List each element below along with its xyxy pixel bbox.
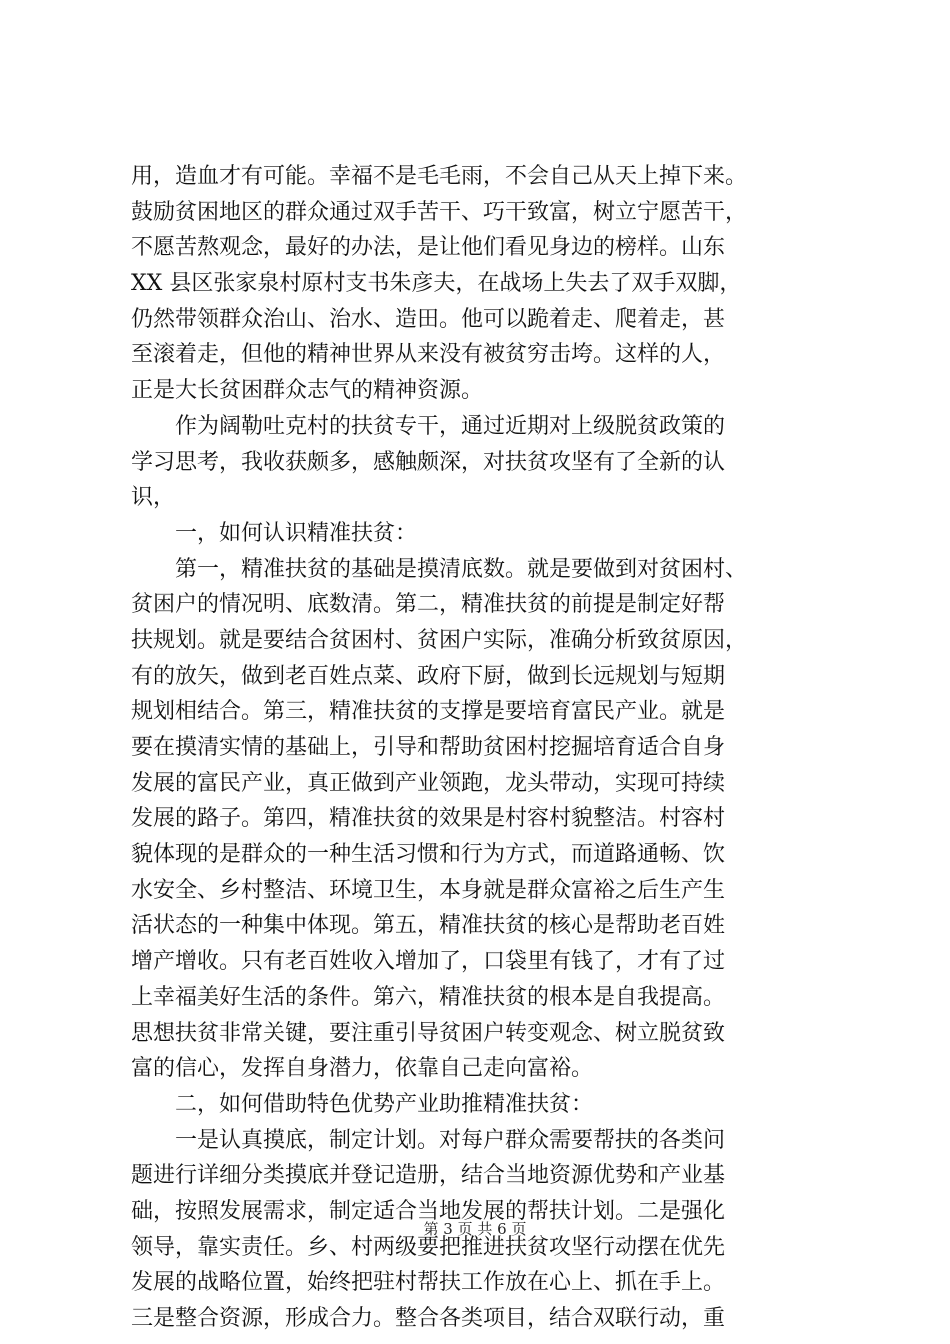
text-line: 领导，靠实责任。乡、村两级要把推进扶贫攻坚行动摆在优先: [131, 1234, 726, 1260]
text-line: 正是大长贫困群众志气的精神资源。: [131, 378, 484, 404]
text-line: XX 县区张家泉村原村支书朱彦夫，在战场上失去了双手双脚，: [131, 271, 742, 297]
section-heading: 一，如何认识精准扶贫：: [131, 520, 418, 546]
text-line: 发展的路子。第四，精准扶贫的效果是村容村貌整洁。村容村: [131, 806, 726, 832]
page-footer: 第 3 页 共 6 页: [423, 1220, 527, 1238]
text-line: 上幸福美好生活的条件。第六，精准扶贫的根本是自我提高。: [131, 984, 726, 1010]
text-line: 增产增收。只有老百姓收入增加了，口袋里有钱了，才有了过: [131, 949, 726, 975]
text-line: 规划相结合。第三，精准扶贫的支撑是要培育富民产业。就是: [131, 699, 726, 725]
text-line: 作为阔勒吐克村的扶贫专干，通过近期对上级脱贫政策的: [131, 413, 726, 439]
text-line: 富的信心，发挥自身潜力，依靠自己走向富裕。: [131, 1056, 594, 1082]
text-line: 发展的富民产业，真正做到产业领跑，龙头带动，实现可持续: [131, 770, 726, 796]
text-line: 第一，精准扶贫的基础是摸清底数。就是要做到对贫困村、: [131, 556, 748, 582]
text-line: 水安全、乡村整洁、环境卫生，本身就是群众富裕之后生产生: [131, 877, 726, 903]
section-heading: 二，如何借助特色优势产业助推精准扶贫：: [131, 1091, 594, 1117]
text-line: 仍然带领群众治山、治水、造田。他可以跪着走、爬着走，甚: [131, 306, 726, 332]
text-line: 思想扶贫非常关键，要注重引导贫困户转变观念、树立脱贫致: [131, 1020, 726, 1046]
text-line: 鼓励贫困地区的群众通过双手苦干、巧干致富，树立宁愿苦干，: [131, 199, 748, 225]
text-line: 三是整合资源，形成合力。整合各类项目，结合双联行动，重: [131, 1306, 726, 1331]
text-line: 础，按照发展需求，制定适合当地发展的帮扶计划。二是强化: [131, 1198, 726, 1224]
text-line: 学习思考，我收获颇多，感触颇深，对扶贫攻坚有了全新的认: [131, 449, 726, 475]
text-line: 贫困户的情况明、底数清。第二，精准扶贫的前提是制定好帮: [131, 592, 726, 618]
text-line: 貌体现的是群众的一种生活习惯和行为方式，而道路通畅、饮: [131, 842, 726, 868]
text-line: 至滚着走，但他的精神世界从来没有被贫穷击垮。这样的人，: [131, 342, 726, 368]
text-line: 用，造血才有可能。幸福不是毛毛雨，不会自己从天上掉下来。: [131, 164, 748, 189]
text-line: 不愿苦熬观念，最好的办法，是让他们看见身边的榜样。山东: [131, 235, 726, 261]
text-line: 要在摸清实情的基础上，引导和帮助贫困村挖掘培育适合自身: [131, 735, 726, 760]
text-line: 题进行详细分类摸底并登记造册，结合当地资源优势和产业基: [131, 1163, 726, 1189]
text-line: 发展的战略位置，始终把驻村帮扶工作放在心上、抓在手上。: [131, 1270, 726, 1296]
body-text: [131, 159, 831, 1337]
text-line: 一是认真摸底，制定计划。对每户群众需要帮扶的各类问: [131, 1127, 726, 1153]
text-line: 扶规划。就是要结合贫困村、贫困户实际，准确分析致贫原因，: [131, 627, 748, 653]
text-line: 有的放矢，做到老百姓点菜、政府下厨，做到长远规划与短期: [131, 663, 726, 689]
text-line: 活状态的一种集中体现。第五，精准扶贫的核心是帮助老百姓: [131, 913, 726, 939]
text-line: 识，: [131, 485, 176, 511]
